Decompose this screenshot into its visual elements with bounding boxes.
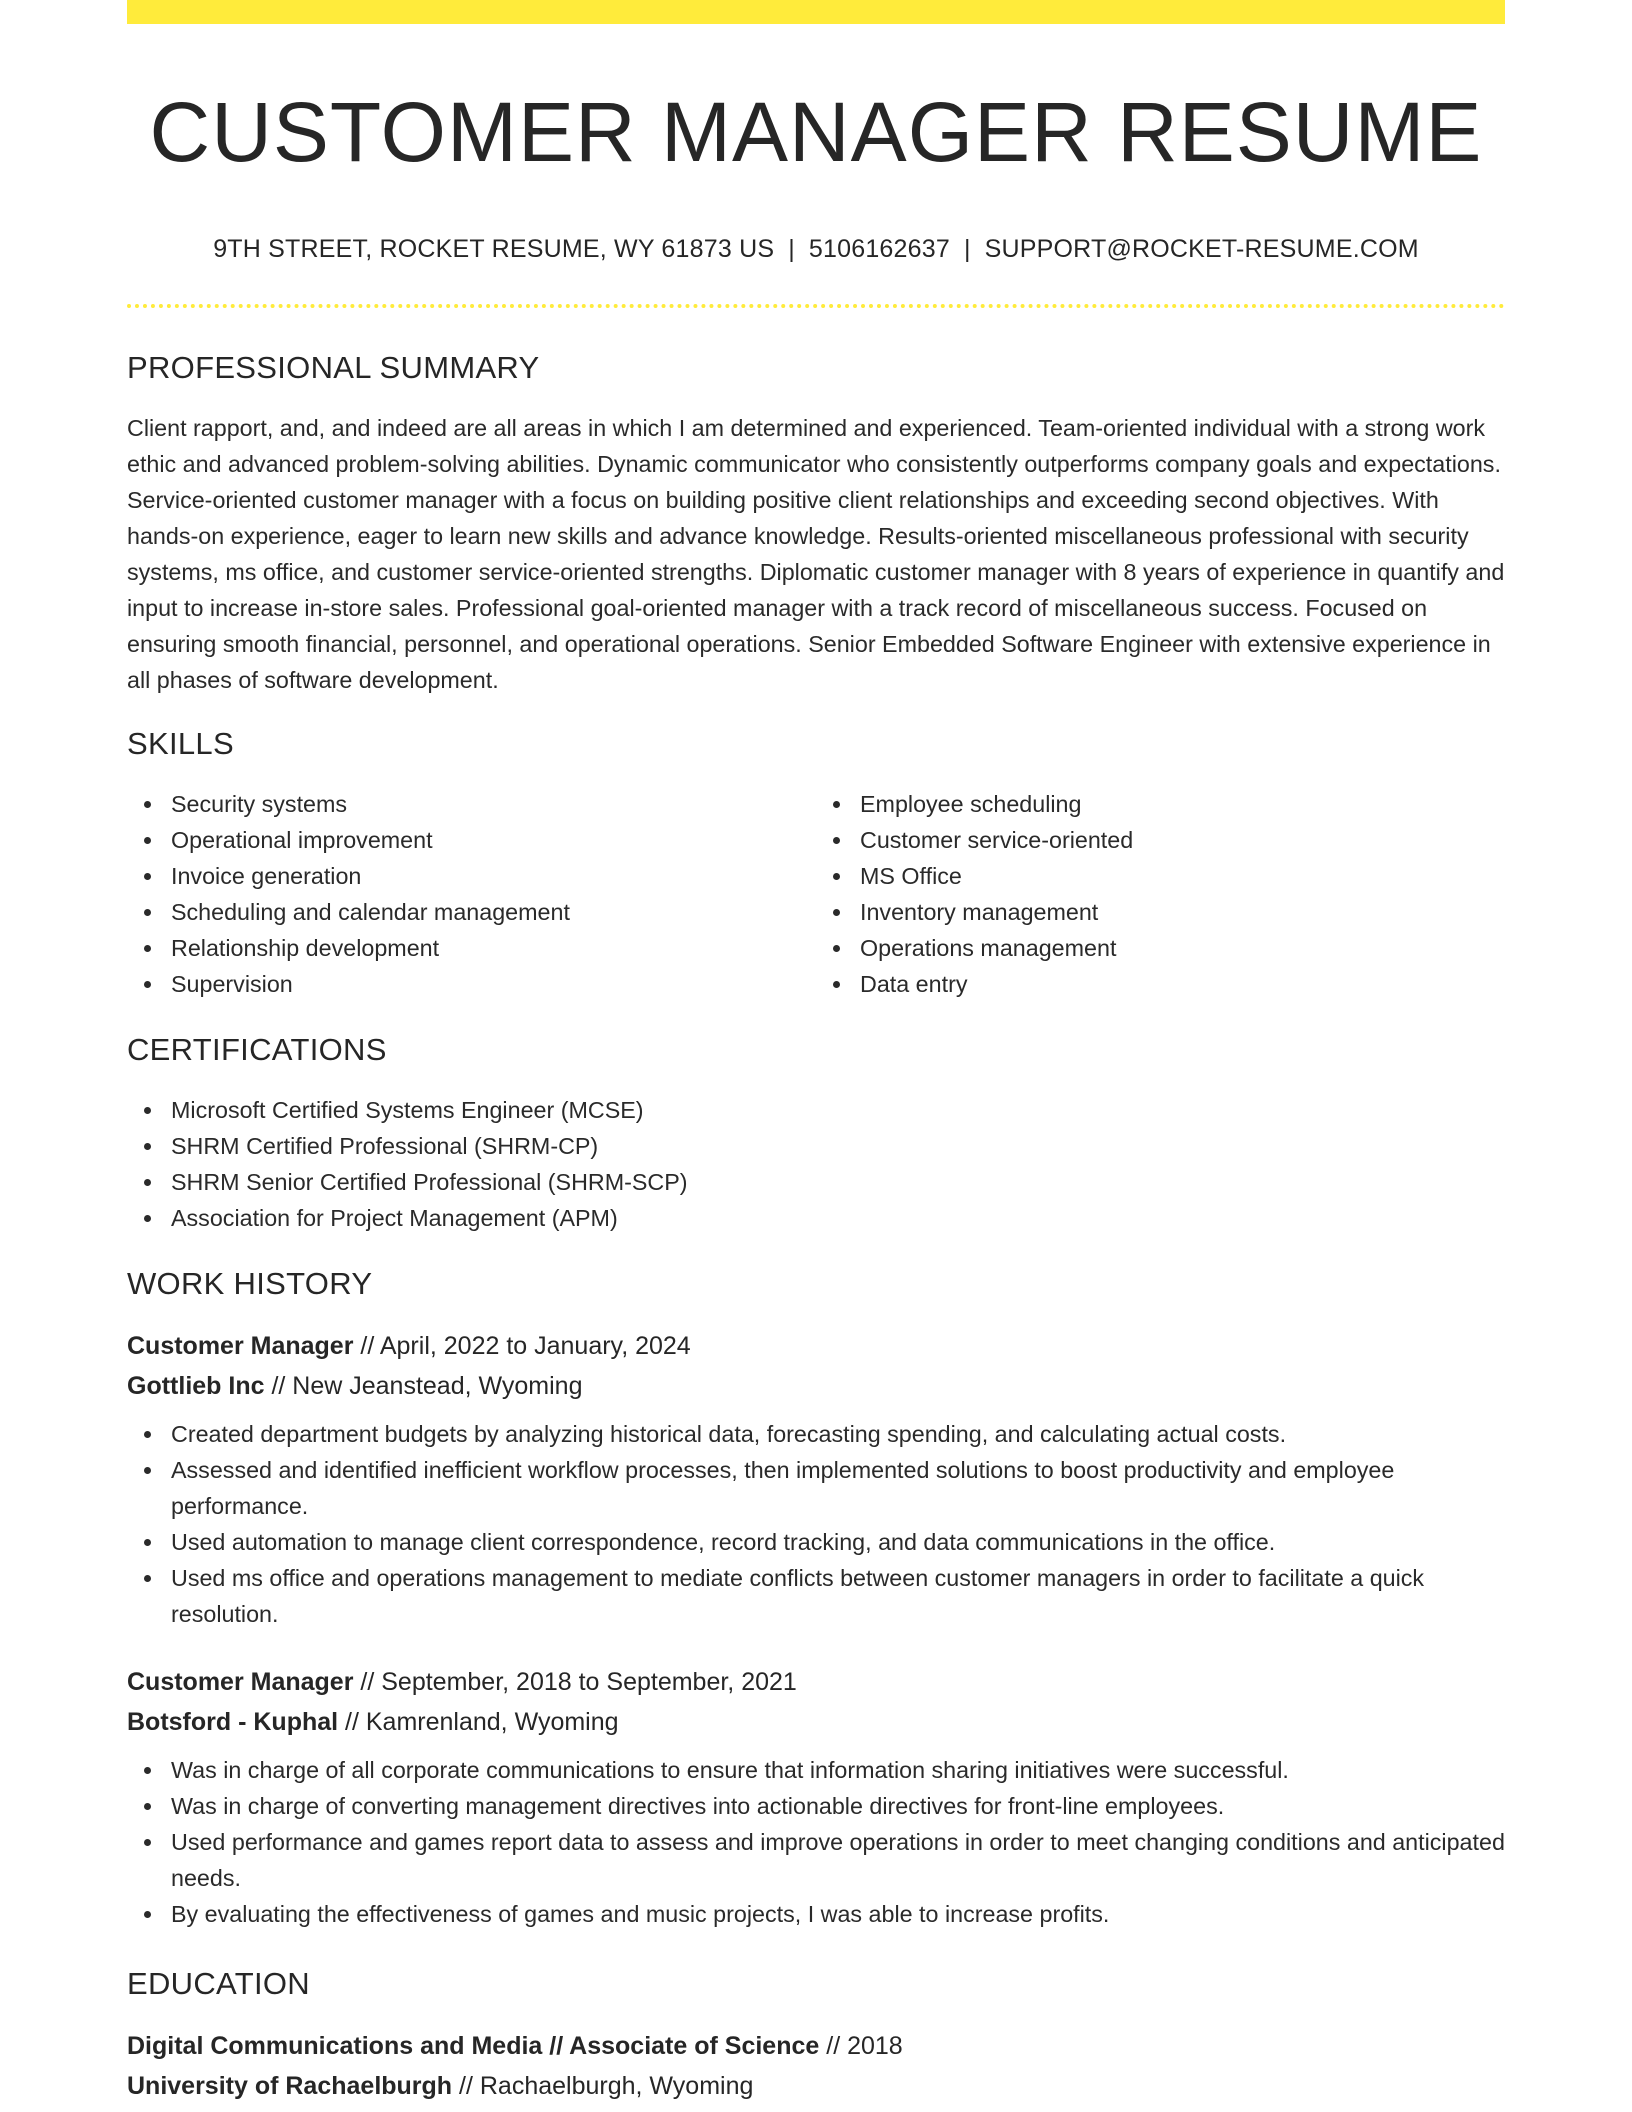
summary-text: Client rapport, and, and indeed are all areas in which I am determined and experienced. Team-oriented individual with a strong work ethic and advanced problem-solving abilities. Dynamic communicator who consistently outperforms company goals and expectations. Service-oriented customer manager with a focus on building positive client relationships and exceeding second objectives. With hands-on experience, eager to learn new skills and advance knowledge. Results-oriented miscellaneous professional with security systems, ms office, and customer service-oriented strengths. Diplomatic customer manager with 8 years of experience in quantify and input to increase in-store sales. Professional goal-oriented manager with a track record of miscellaneous success. Focused on ensuring smooth financial, personnel, and operational operations. Senior Embedded Software Engineer with extensive experience in all phases of software development. (127, 415, 1505, 693)
skill-item: Inventory management (860, 894, 1505, 930)
resume-page (127, 0, 1505, 2106)
skill-item: Data entry (860, 966, 1505, 1002)
certification-item: Association for Project Management (APM) (171, 1200, 1505, 1236)
job-bullet: Created department budgets by analyzing historical data, forecasting spending, and calculating actual costs. (171, 1416, 1505, 1452)
certifications-list (127, 1092, 1505, 1236)
contact-separator: | (788, 235, 795, 263)
job-bullet: Used automation to manage client correspondence, record tracking, and data communications in the office. (171, 1524, 1505, 1560)
job-dates: // September, 2018 to September, 2021 (353, 1668, 797, 1696)
skill-item: Supervision (171, 966, 816, 1002)
job-bullet: Used ms office and operations management to mediate conflicts between customer managers in order to facilitate a quick resolution. (171, 1560, 1505, 1632)
skills-left-list (127, 786, 816, 1002)
job-location: // New Jeanstead, Wyoming (264, 1372, 583, 1400)
skill-item: Security systems (171, 786, 816, 822)
skill-item: Operations management (860, 930, 1505, 966)
address-text: 9TH STREET, ROCKET RESUME, WY 61873 US (213, 235, 775, 263)
skill-item: Scheduling and calendar management (171, 894, 816, 930)
summary-heading: PROFESSIONAL SUMMARY (127, 350, 540, 385)
job-bullet: Was in charge of converting management directives into actionable directives for front-line employees. (171, 1788, 1505, 1824)
education-school-line (127, 2066, 1505, 2106)
job-company-line (127, 1366, 1505, 1406)
job-role-line (127, 1662, 1505, 1702)
job-company-line (127, 1702, 1505, 1742)
job-role-line (127, 1326, 1505, 1366)
education-degree-line (127, 2026, 1505, 2066)
job-bullets (127, 1416, 1505, 1632)
skill-item: Employee scheduling (860, 786, 1505, 822)
skills-columns (127, 786, 1505, 1002)
email-text: SUPPORT@ROCKET-RESUME.COM (984, 235, 1419, 263)
education-entry (127, 2026, 1505, 2106)
job-bullet: By evaluating the effectiveness of games and music projects, I was able to increase profits. (171, 1896, 1505, 1932)
job-dates: // April, 2022 to January, 2024 (353, 1332, 691, 1360)
certifications-heading: CERTIFICATIONS (127, 1032, 387, 1067)
education-location: // Rachaelburgh, Wyoming (452, 2072, 754, 2100)
contact-separator: | (963, 235, 971, 263)
accent-top-bar (127, 0, 1505, 24)
education-school: University of Rachaelburgh (127, 2072, 453, 2100)
dotted-divider (127, 304, 1505, 308)
contact-line (127, 234, 1505, 264)
certification-item: SHRM Certified Professional (SHRM-CP) (171, 1128, 1505, 1164)
certification-item: Microsoft Certified Systems Engineer (MCSE) (171, 1092, 1505, 1128)
job-bullets (127, 1752, 1505, 1932)
job-bullet: Assessed and identified inefficient workflow processes, then implemented solutions to boost productivity and employee performance. (171, 1452, 1505, 1524)
education-heading: EDUCATION (127, 1966, 310, 2001)
skill-item: Invoice generation (171, 858, 816, 894)
job-role: Customer Manager (127, 1668, 354, 1696)
job-entry (127, 1326, 1505, 1632)
skill-item: Customer service-oriented (860, 822, 1505, 858)
job-bullet: Was in charge of all corporate communications to ensure that information sharing initiatives were successful. (171, 1752, 1505, 1788)
skills-heading: SKILLS (127, 726, 234, 761)
resume-title: CUSTOMER MANAGER RESUME (149, 85, 1483, 179)
skill-item: MS Office (860, 858, 1505, 894)
job-location: // Kamrenland, Wyoming (338, 1708, 619, 1736)
job-entry (127, 1662, 1505, 1932)
education-degree: Digital Communications and Media // Associate of Science (127, 2032, 820, 2060)
job-company: Botsford - Kuphal (127, 1708, 339, 1736)
skill-item: Relationship development (171, 930, 816, 966)
skill-item: Operational improvement (171, 822, 816, 858)
job-company: Gottlieb Inc (127, 1372, 265, 1400)
job-bullet: Used performance and games report data to assess and improve operations in order to meet changing conditions and anticipated needs. (171, 1824, 1505, 1896)
phone-text: 5106162637 (808, 235, 950, 263)
job-role: Customer Manager (127, 1332, 354, 1360)
work-history-heading: WORK HISTORY (127, 1266, 373, 1301)
education-year: // 2018 (819, 2032, 903, 2060)
certification-item: SHRM Senior Certified Professional (SHRM-SCP) (171, 1164, 1505, 1200)
skills-right-list (816, 786, 1505, 1002)
